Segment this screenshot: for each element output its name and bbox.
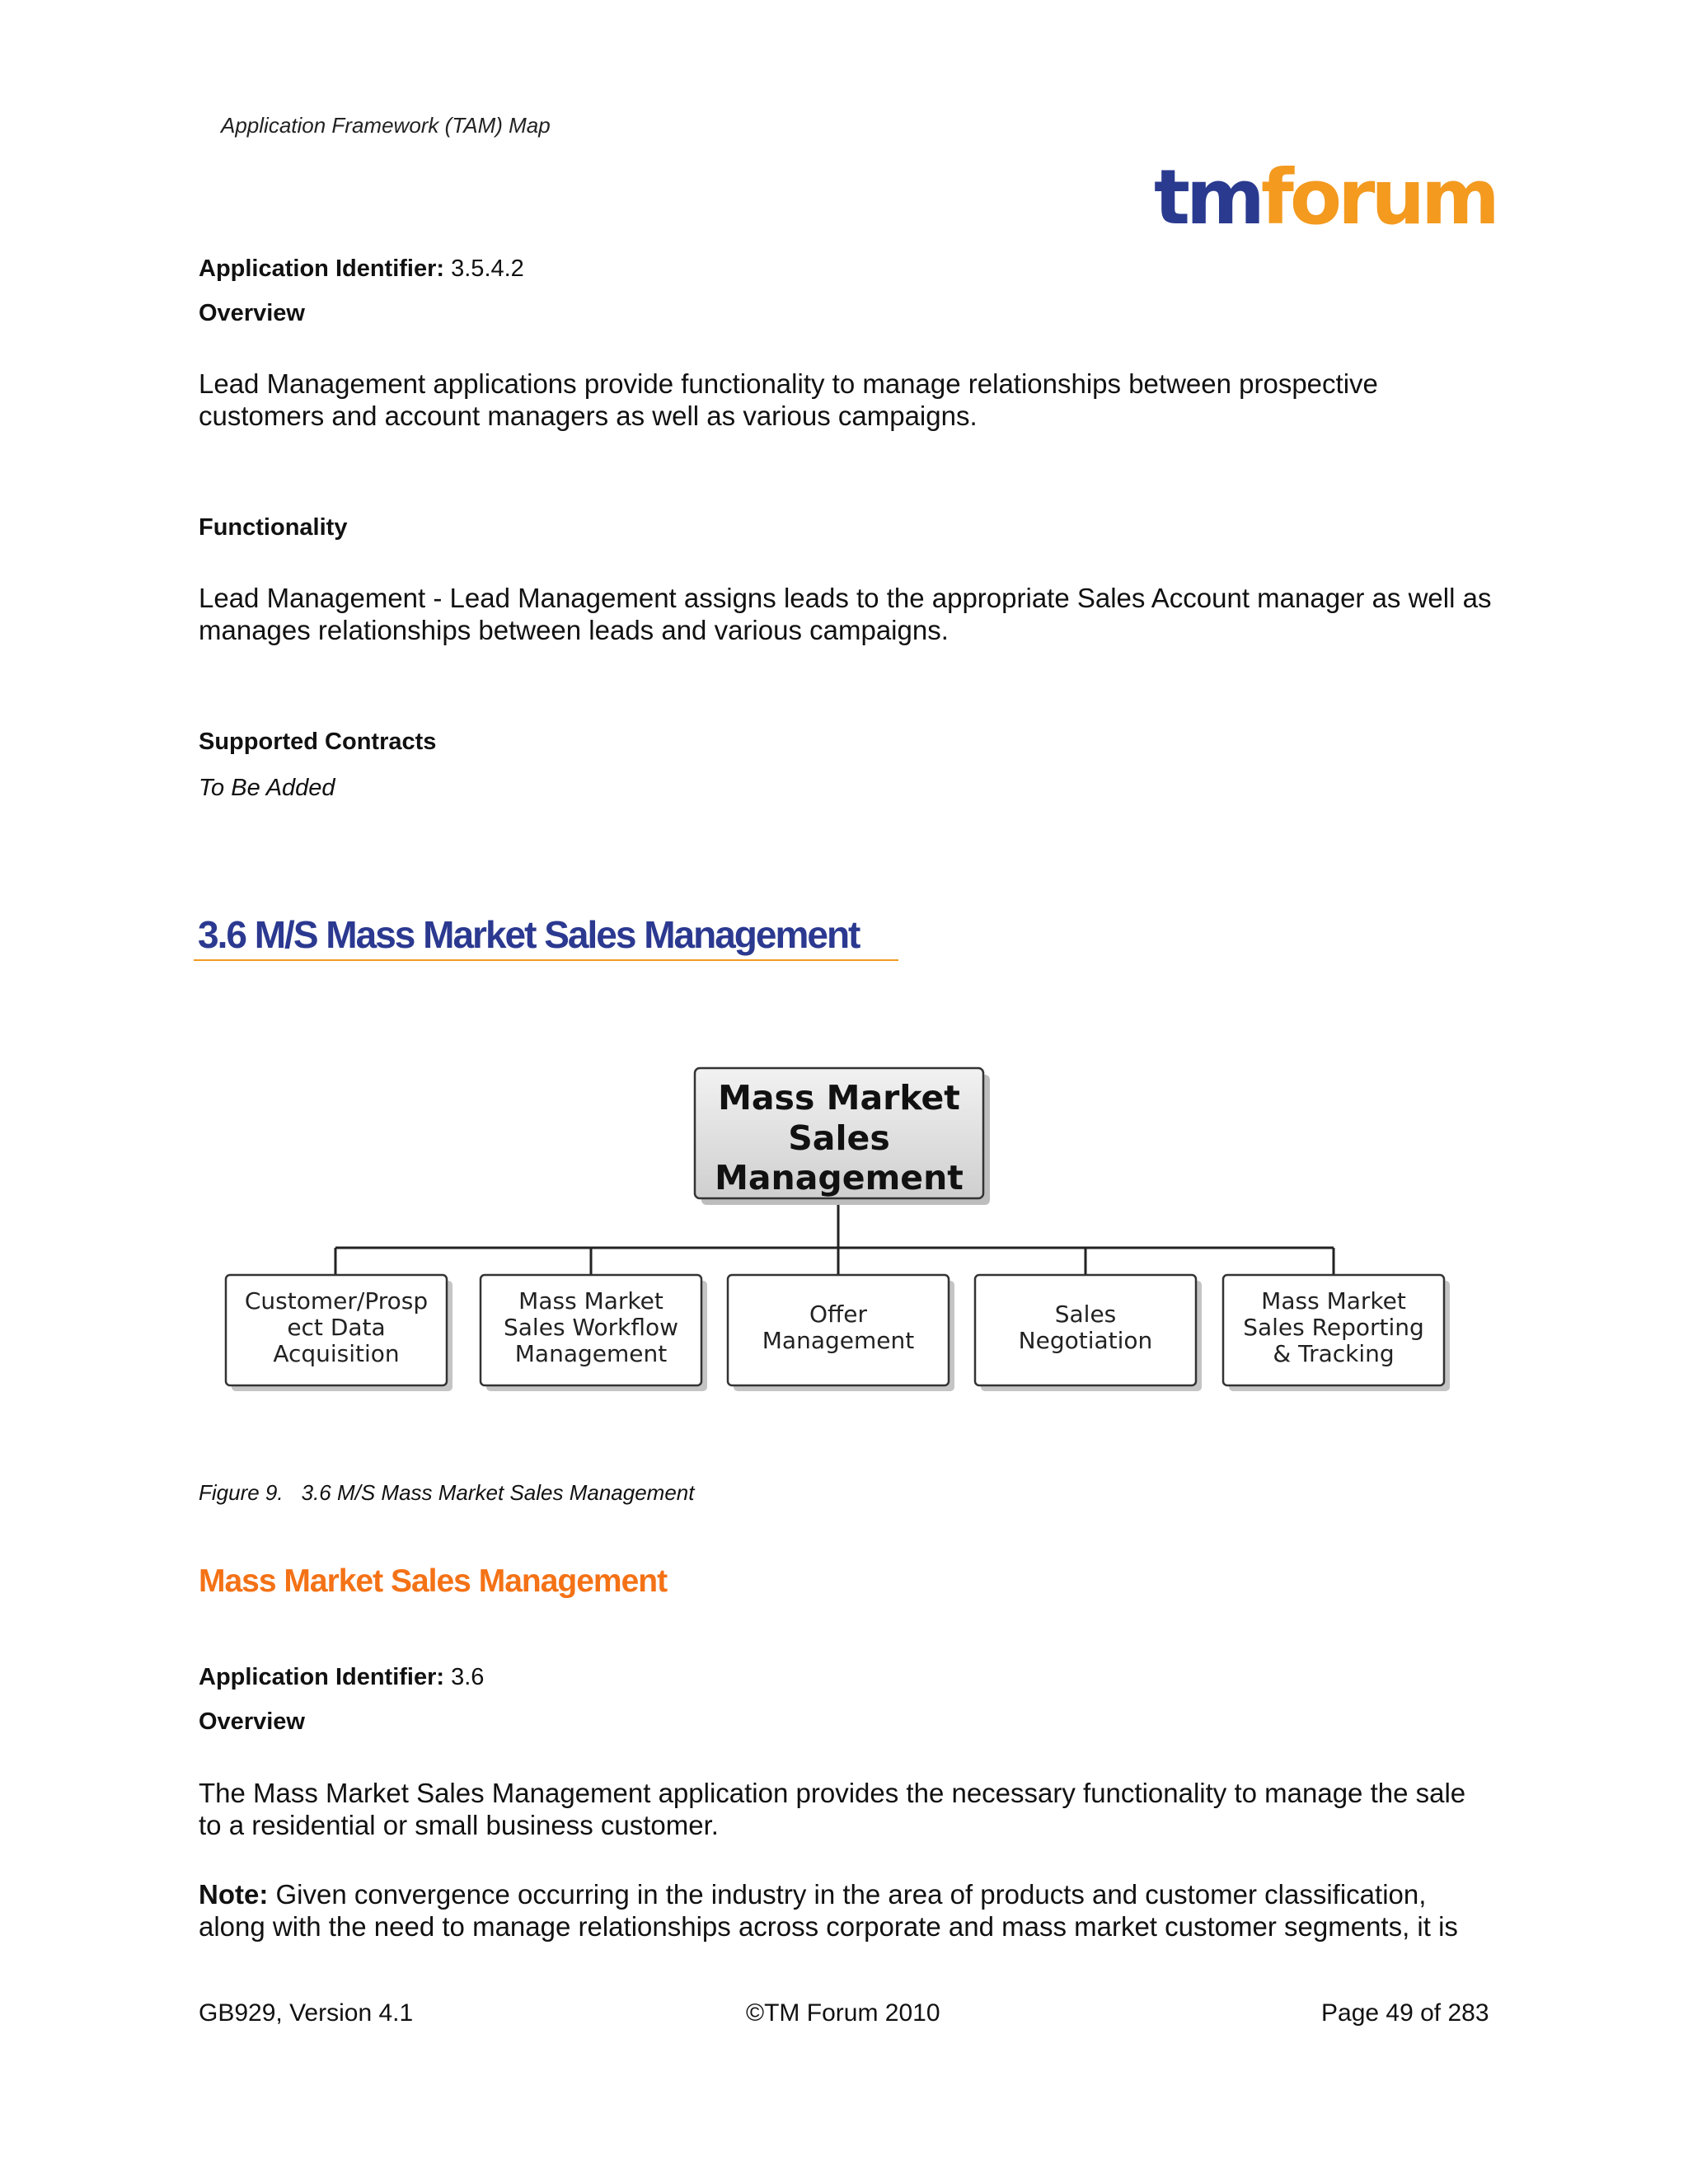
diagram-child-node-3 — [728, 1275, 954, 1391]
overview-heading-2: Overview — [199, 1708, 305, 1735]
child-5-label-line-3: & Tracking — [1273, 1340, 1395, 1367]
identifier-label: Application Identifier: — [199, 255, 445, 282]
footer-version: GB929, Version 4.1 — [199, 1999, 414, 2027]
identifier-value: 3.5.4.2 — [451, 255, 524, 282]
supported-contracts-text: To Be Added — [199, 775, 335, 801]
overview-paragraph: Lead Management applications provide functionality to manage relationships between prospective customers and account managers as well as various campaigns. — [199, 368, 1378, 431]
footer-page-number: Page 49 of 283 — [1321, 1999, 1489, 2027]
child-2-label-line-1: Mass Market — [518, 1287, 663, 1315]
figure-caption-text: 3.6 M/S Mass Market Sales Management — [301, 1480, 695, 1505]
logo-text-tm: tm — [1154, 153, 1261, 241]
note-text: Given convergence occurring in the industry in the area of products and customer classification, along with the need to manage relationships across corporate and mass market customer segments, it is — [199, 1879, 1458, 1942]
functionality-paragraph: Lead Management - Lead Management assigns leads to the appropriate Sales Account manager as well as manages relationships between leads and various campaigns. — [199, 583, 1492, 645]
child-3-label-line-2: Management — [762, 1327, 915, 1354]
child-4-label-line-1: Sales — [1054, 1301, 1117, 1328]
diagram-child-node-2 — [481, 1275, 707, 1391]
footer-copyright: ©TM Forum 2010 — [746, 1999, 940, 2027]
overview-heading: Overview — [199, 300, 305, 326]
identifier-label-2: Application Identifier: — [199, 1664, 445, 1690]
root-label-line-1: Mass Market — [718, 1078, 960, 1118]
root-label-line-3: Management — [715, 1158, 964, 1197]
child-4-label-line-2: Negotiation — [1018, 1327, 1153, 1354]
child-1-label-line-3: Acquisition — [273, 1340, 400, 1367]
diagram-child-node-5 — [1223, 1275, 1450, 1391]
child-2-label-line-3: Management — [514, 1340, 668, 1367]
child-5-label-line-1: Mass Market — [1261, 1287, 1406, 1315]
diagram-child-node-1 — [226, 1275, 452, 1391]
figure-caption — [199, 1480, 694, 1506]
diagram-root-node — [695, 1068, 990, 1205]
figure-number: Figure 9. — [199, 1480, 284, 1505]
overview-paragraph-2: The Mass Market Sales Management application provides the necessary functionality to manage the sale to a residential or small business customer. — [199, 1778, 1466, 1840]
identifier-value-2: 3.6 — [451, 1664, 485, 1690]
diagram-child-node-4 — [975, 1275, 1202, 1391]
application-identifier-line-2 — [199, 1664, 484, 1691]
root-label-line-2: Sales — [788, 1118, 890, 1158]
logo-text-forum: forum — [1260, 153, 1496, 241]
section-heading: 3.6 M/S Mass Market Sales Management — [198, 913, 860, 956]
child-3-label-line-1: Offer — [809, 1301, 868, 1328]
child-1-label-line-2: ect Data — [287, 1314, 386, 1341]
functionality-heading: Functionality — [199, 514, 348, 541]
child-2-label-line-2: Sales Workflow — [504, 1314, 678, 1341]
note-paragraph — [199, 1878, 1493, 1943]
note-label: Note: — [199, 1879, 269, 1910]
child-1-label-line-1: Customer/Prosp — [244, 1287, 429, 1315]
child-5-label-line-2: Sales Reporting — [1243, 1314, 1424, 1341]
subsection-heading: Mass Market Sales Management — [199, 1563, 668, 1599]
supported-contracts-heading: Supported Contracts — [199, 729, 437, 755]
diagram-connectors — [335, 1200, 1334, 1274]
running-header: Application Framework (TAM) Map — [221, 113, 551, 138]
